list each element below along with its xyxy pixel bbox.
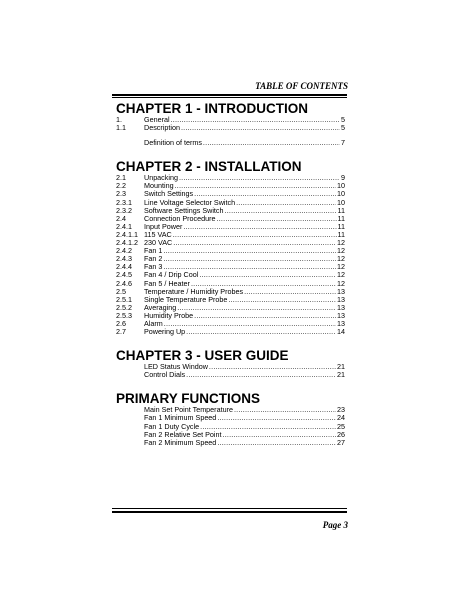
toc-entry-number: 2.1 <box>116 173 126 183</box>
toc-entry-title: Fan 1 Duty Cycle <box>144 421 200 431</box>
toc-dot-leader <box>179 174 340 182</box>
toc-dot-leader <box>173 239 336 247</box>
toc-entry-number: 2.2 <box>116 181 126 191</box>
toc-dot-leader <box>199 271 336 279</box>
toc-entry-title: Main Set Point Temperature <box>144 405 233 415</box>
footer-rule-thin <box>112 508 347 509</box>
toc-entry-page: 11 <box>337 213 345 223</box>
toc-entry-title: LED Status Window <box>144 362 208 372</box>
chapter-heading: PRIMARY FUNCTIONS <box>116 391 261 407</box>
toc-entry-page: 13 <box>337 318 345 328</box>
toc-entry <box>116 371 345 379</box>
toc-entry-title: Fan 2 Relative Set Point <box>144 429 222 439</box>
toc-entry-page: 21 <box>337 370 345 380</box>
toc-entry-page: 13 <box>337 294 345 304</box>
toc-dot-leader <box>177 304 336 312</box>
toc-entry-title: Single Temperature Probe <box>144 294 228 304</box>
toc-dot-leader <box>175 182 336 190</box>
toc-entry-page: 5 <box>341 123 345 133</box>
toc-entry-number: 2.3.1 <box>116 197 132 207</box>
toc-entry-title: Switch Settings <box>144 189 194 199</box>
toc-entry-page: 10 <box>337 181 345 191</box>
toc-entry-title: Control Dials <box>144 370 186 380</box>
toc-dot-leader <box>228 296 336 304</box>
toc-dot-leader <box>186 328 336 336</box>
toc-entry-number: 2.5.3 <box>116 310 132 320</box>
toc-entry-page: 12 <box>337 262 345 272</box>
toc-entry-title: Software Settings Switch <box>144 205 224 215</box>
toc-entry-number: 2.5.2 <box>116 302 132 312</box>
toc-entry-number: 2.4 <box>116 213 126 223</box>
toc-entry-page: 5 <box>341 115 345 124</box>
toc-dot-leader <box>217 439 336 447</box>
toc-entry <box>116 124 345 132</box>
toc-entry-page: 12 <box>337 254 345 264</box>
toc-dot-leader <box>209 363 336 371</box>
toc-entry-page: 10 <box>337 197 345 207</box>
header-rule-thick <box>112 94 347 96</box>
toc-entry-page: 12 <box>337 238 345 248</box>
toc-entry-number: 2.4.4 <box>116 262 132 272</box>
toc-entry-page: 27 <box>337 437 345 447</box>
toc-entry <box>116 439 345 447</box>
toc-dot-leader <box>225 207 337 215</box>
toc-entry-number: 2.4.1 <box>116 221 132 231</box>
toc-dot-leader <box>217 215 337 223</box>
toc-entry-page: 11 <box>337 221 345 231</box>
chapter-heading: CHAPTER 2 - INSTALLATION <box>116 159 302 175</box>
toc-entry-page: 25 <box>337 421 345 431</box>
table-of-contents <box>116 101 345 447</box>
toc-entry-title: Description <box>144 123 180 133</box>
toc-entry-number: 2.7 <box>116 327 126 337</box>
toc-entry-page: 7 <box>341 138 345 148</box>
spacer <box>116 379 345 391</box>
toc-entry-title: Alarm <box>144 318 163 328</box>
toc-dot-leader <box>203 139 340 147</box>
toc-entry-number: 1.1 <box>116 123 126 133</box>
toc-entry-title: Powering Up <box>144 327 186 337</box>
spacer <box>116 147 345 159</box>
toc-entry-number: 2.6 <box>116 318 126 328</box>
spacer <box>116 336 345 348</box>
toc-entry-page: 24 <box>337 413 345 423</box>
toc-entry-title: Fan 3 <box>144 262 163 272</box>
header-rule-thin <box>112 97 347 98</box>
toc-entry-page: 9 <box>341 173 345 183</box>
toc-entry-page: 21 <box>337 362 345 372</box>
chapter-heading: CHAPTER 1 - INTRODUCTION <box>116 101 308 116</box>
toc-entry-title: Fan 1 <box>144 246 163 256</box>
toc-entry-title: Fan 4 / Drip Cool <box>144 270 199 280</box>
toc-dot-leader <box>163 247 336 255</box>
footer-rule-thick <box>112 511 347 513</box>
toc-dot-leader <box>164 320 336 328</box>
toc-dot-leader <box>183 223 336 231</box>
toc-entry-number: 2.4.6 <box>116 278 132 288</box>
page-number: Page 3 <box>322 520 348 530</box>
toc-entry-title: 230 VAC <box>144 238 173 248</box>
toc-entry-title: Fan 1 Minimum Speed <box>144 413 217 423</box>
toc-dot-leader <box>181 124 340 132</box>
toc-entry-title: Fan 2 <box>144 254 163 264</box>
toc-dot-leader <box>234 406 336 414</box>
toc-dot-leader <box>194 312 336 320</box>
toc-entry-number: 2.5 <box>116 286 126 296</box>
toc-entry-title: Humidity Probe <box>144 310 194 320</box>
toc-entry-title: General <box>144 115 170 124</box>
toc-entry-number: 2.3.2 <box>116 205 132 215</box>
toc-entry-number: 2.3 <box>116 189 126 199</box>
toc-entry-page: 13 <box>337 310 345 320</box>
toc-entry-page: 12 <box>337 278 345 288</box>
toc-entry-number: 2.5.1 <box>116 294 132 304</box>
toc-entry-page: 11 <box>337 229 345 239</box>
toc-entry-number: 2.4.1.2 <box>116 238 138 248</box>
toc-entry <box>116 328 345 336</box>
toc-entry-title: Unpacking <box>144 173 178 183</box>
toc-entry-page: 13 <box>337 286 345 296</box>
toc-entry-title: Fan 5 / Heater <box>144 278 190 288</box>
toc-dot-leader <box>186 371 336 379</box>
toc-entry-title: Definition of terms <box>144 138 202 148</box>
toc-dot-leader <box>236 199 336 207</box>
toc-entry-page: 14 <box>337 327 345 337</box>
toc-entry-number: 2.4.3 <box>116 254 132 264</box>
toc-entry-number: 1. <box>116 115 122 124</box>
toc-dot-leader <box>244 288 336 296</box>
toc-entry-number: 2.4.1.1 <box>116 229 138 239</box>
toc-entry-page: 23 <box>337 405 345 415</box>
toc-entry-number: 2.4.2 <box>116 246 132 256</box>
page-header-title: TABLE OF CONTENTS <box>255 81 348 91</box>
toc-entry-title: Mounting <box>144 181 174 191</box>
toc-entry-title: Averaging <box>144 302 177 312</box>
toc-entry-title: 115 VAC <box>144 229 172 239</box>
toc-entry-title: Connection Procedure <box>144 213 216 223</box>
toc-entry <box>116 139 345 147</box>
toc-entry-page: 13 <box>337 302 345 312</box>
toc-entry-title: Fan 2 Minimum Speed <box>144 437 217 447</box>
toc-dot-leader <box>217 414 336 422</box>
toc-dot-leader <box>171 116 340 124</box>
chapter-heading: CHAPTER 3 - USER GUIDE <box>116 348 289 364</box>
toc-dot-leader <box>163 255 336 263</box>
toc-dot-leader <box>223 431 336 439</box>
toc-entry-title: Line Voltage Selector Switch <box>144 197 236 207</box>
toc-entry-page: 12 <box>337 270 345 280</box>
toc-entry-number: 2.4.5 <box>116 270 132 280</box>
toc-dot-leader <box>173 231 337 239</box>
toc-entry-title: Input Power <box>144 221 183 231</box>
toc-entry-page: 11 <box>337 205 345 215</box>
toc-entry-page: 26 <box>337 429 345 439</box>
toc-entry-page: 12 <box>337 246 345 256</box>
toc-entry-page: 10 <box>337 189 345 199</box>
toc-entry-title: Temperature / Humidity Probes <box>144 286 244 296</box>
